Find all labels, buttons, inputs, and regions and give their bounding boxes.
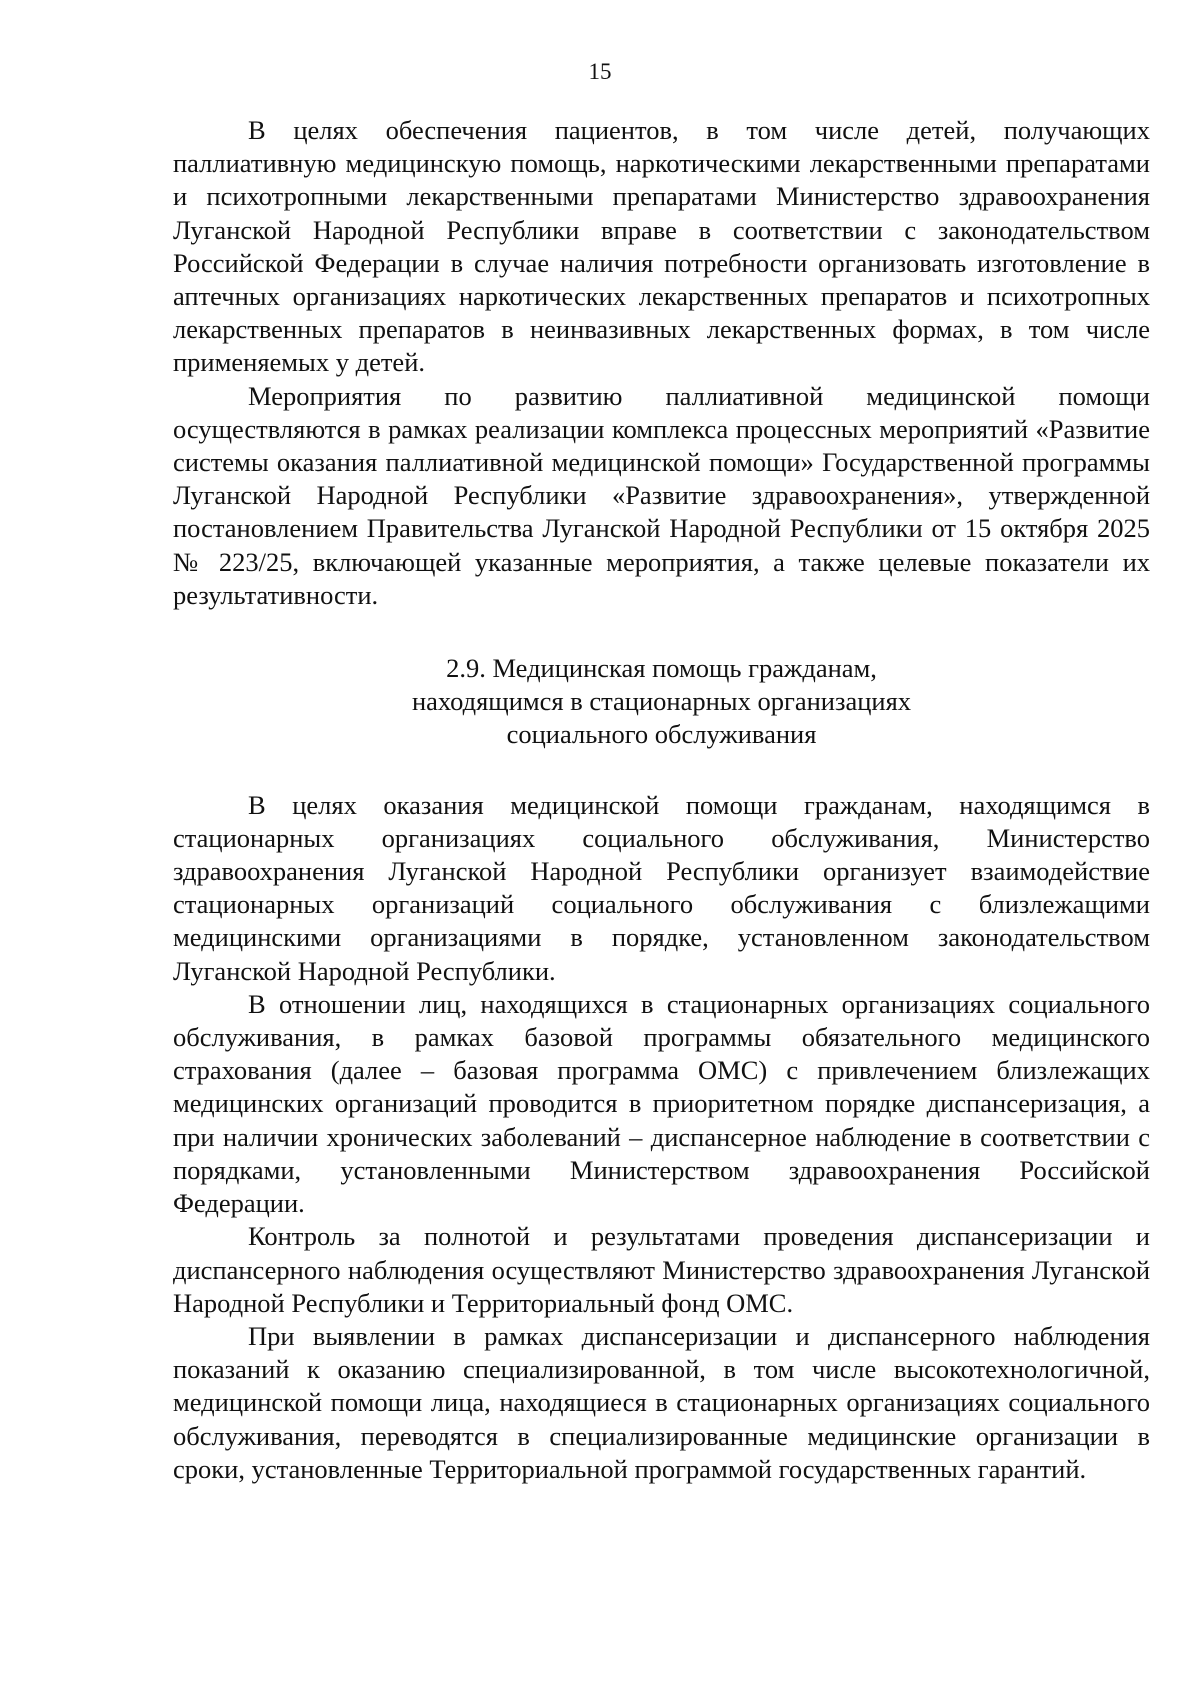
document-body bbox=[173, 114, 1150, 1486]
paragraph-care-organization: В целях оказания медицинской помощи гражданам, находящимся в стационарных организациях социального обслуживания, Министерство здравоохранения Луганской Народной Республики организует взаимодействие стационарных организаций социального обслуживания с близлежащими медицинскими организациями в порядке, установленном законодательством Луганской Народной Республики. bbox=[173, 789, 1150, 986]
paragraph-specialized-care: При выявлении в рамках диспансеризации и диспансерного наблюдения показаний к оказанию специализированной, в том числе высокотехнологичной, медицинской помощи лица, находящиеся в стационарных организациях социального обслуживания, переводятся в специализированные медицинские организации в сроки, установленные Территориальной программой государственных гарантий. bbox=[173, 1320, 1150, 1484]
paragraph-narcotic-drugs: В целях обеспечения пациентов, в том числе детей, получающих паллиативную медицинскую помощь, наркотическими лекарственными препаратами и психотропными лекарственными препаратами Министерство здравоохранения Луганской Народной Республики вправе в соответствии с законодательством Российской Федерации в случае наличия потребности организовать изготовление в аптечных организациях наркотических лекарственных препаратов и психотропных лекарственных препаратов в неинвазивных лекарственных формах, в том числе применяемых у детей. bbox=[173, 115, 1150, 378]
section-heading-line: 2.9. Медицинская помощь гражданам, bbox=[446, 653, 877, 684]
section-heading-line: социального обслуживания bbox=[506, 719, 817, 750]
paragraph-palliative-measures: Мероприятия по развитию паллиативной медицинской помощи осуществляются в рамках реализации комплекса процессных мероприятий «Развитие системы оказания паллиативной медицинской помощи» Государственной программы Луганской Народной Республики «Развитие здравоохранения», утвержденной постановлением Правительства Луганской Народной Республики от 15 октября 2025 № 223/25, включающей указанные мероприятия, а также целевые показатели их результативности. bbox=[173, 380, 1150, 610]
paragraph-control: Контроль за полнотой и результатами проведения диспансеризации и диспансерного наблюдения осуществляют Министерство здравоохранения Луганской Народной Республики и Территориальный фонд ОМС. bbox=[173, 1221, 1150, 1318]
paragraph-dispensary-observation: В отношении лиц, находящихся в стационарных организациях социального обслуживания, в рамках базовой программы обязательного медицинского страхования (далее – базовая программа ОМС) с привлечением близлежащих медицинских организаций проводится в приоритетном порядке диспансеризация, а при наличии хронических заболеваний – диспансерное наблюдение в соответствии с порядками, установленными Министерством здравоохранения Российской Федерации. bbox=[173, 988, 1150, 1219]
section-heading-line: находящимся в стационарных организациях bbox=[411, 686, 912, 717]
page-number: 15 bbox=[588, 59, 612, 84]
section-heading-2-9 bbox=[173, 652, 1150, 752]
